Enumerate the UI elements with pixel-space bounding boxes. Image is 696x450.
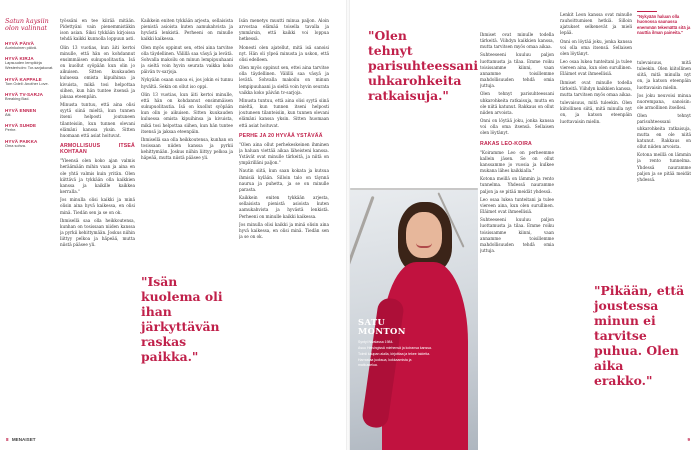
bio-line: Syntyi Nivalassa 1984. [358, 340, 394, 345]
sidebar-item [5, 139, 57, 149]
sidebar-item-text: Oma sohva. [5, 142, 26, 148]
left-column-1 [60, 18, 135, 423]
paragraph: Jos minulla olisi kaikki ja minä olisin aina hyvä kaikessa, en olisi minä. Tiedän sen ja se on ok. [60, 197, 135, 215]
sidebar-item-head: HYVÄ SUHDE [5, 123, 37, 129]
paragraph: Kaikkein eniten tykkään arjesta, sellaisista pienistä asioista kuten aamukahvista ja hyvästä lenkistä. Perheeni on minulle kaikki kaikessa. [239, 195, 329, 219]
paragraph: Ihmiset ovat minulle todella tärkeitä. Viihdyn kaikkien kanssa, mutta tarvitsen myös omaa aikaa. [560, 79, 632, 97]
person-smile [416, 243, 432, 248]
bio-line: Harrastaa juoksua, kokkaamista ja matkustelua. [358, 358, 412, 367]
right-column-3 [637, 60, 691, 275]
bio-name: SATU MONTON [358, 317, 406, 337]
paragraph: Olin 13 vuotias, kun äiti kertoi minulle, että hän on kohdannut ensimmäisen sukupuolitautia. Isä on kuollut syöpään kun olin jo aikuisen. Sitten kuukauden kuluessa omista kipuihinsa ja kivuista, mikä tosi helpottaa siihen, kun hän tuntee itsensä ja jaksaa eteenpäin. [60, 44, 135, 99]
paragraph: Ihmisellä saa olla heikkoutensa, kunhan on tosissaan niiden kanssa ja pyrkii kehittymään. Joskus niihin liittyy pelkoa ja häpeää, mutta niistä pääsee yli. [60, 217, 135, 248]
paragraph: Kaikkein eniten tykkään arjesta, sellaisista pienistä asioista kuten aamukahvista ja hyvästä lenkistä. Perheeni on minulle kaikki kaikessa. [141, 18, 233, 42]
sidebar-item-head: HYVÄ TV-SARJA [5, 92, 44, 98]
paragraph: Jos minulla olisi kaikki ja minä olisin aina hyvä kaikessa, en olisi minä. Tiedän sen ja se on ok. [239, 221, 329, 239]
right-column-2 [560, 12, 632, 274]
paragraph: Kotona meillä on lämmin ja rento tunnelma. Yhdessä nauramme paljon ja se pitää meidät yhdessä. [480, 176, 554, 194]
sidebar-item-text: Breaking Bad. [5, 96, 30, 102]
bio-box [358, 318, 432, 428]
sidebar-item [5, 123, 57, 133]
page-number: 8 [6, 437, 9, 442]
sidebar-item [5, 108, 57, 118]
right-column-1 [480, 32, 554, 440]
paragraph: Isän menetys muutti minua paljon. Aloin arvostaa elämää toisella tavalla ja ymmärsin, että kaikki voi loppua hetkessä. [239, 18, 329, 42]
sidebar-item-text: Tom Odell: Another Love. [5, 80, 49, 86]
sidebar-item-head: HYVÄ PÄIVÄ [5, 40, 35, 46]
paragraph: Lenkit Leon kanssa ovat minulle rauhoittumisen hetkiä. Silloin ajatukset selkenevät ja mieli lepää. [560, 12, 632, 36]
paragraph: "Koiramme Leo on perheemme kallein jäsen. Se on ollut kanssamme jo vuosia ja kulkee mukana lähes kaikkialla." [480, 149, 554, 174]
sidebar-item-head: HYVÄ PAIKKA [5, 138, 38, 144]
paragraph: Onni on löytää joku, jonka kanssa voi olla oma itsensä. Sellaisen olen löytänyt. [480, 118, 554, 136]
paragraph: Leo osaa lukea tunteitani ja tulee viereen aina, kun olen surullinen. Eläimet ovat ihmeellisiä. [480, 196, 554, 215]
page-footer-left [6, 437, 36, 442]
paragraph: Olin 13 vuotias, kun äiti kertoi minulle, että hän on kohdannut ensimmäisen sukupuolitautia. Isä on kuollut syöpään kun olin jo aikuisen. Sitten kuukauden kuluessa omista kipuihinsa ja kivuista, mikä tosi helpottaa siihen, kun hän tuntee itsensä ja jaksaa eteenpäin. [141, 91, 233, 134]
paragraph: Minusta tuntuu, että aina olisi syytä siinä mieltä, kun tunnen itseni helposti joutuneen tilanteisiin, kun tunnen olevani elämäni kanssa yksin. Sitten huomaan että asiat hoituvat. [60, 102, 135, 138]
subheading: ARMOLLISUUS ITSEÄ KOHTAAN [60, 142, 135, 156]
paragraph: Nykyään osaan sanoa ei, jos jokin ei tunnu hyvältä. Sekin on ollut iso oppi. [141, 77, 233, 89]
sidebar-item [5, 41, 57, 51]
quote-rule [637, 11, 657, 12]
sidebar-item [5, 77, 57, 87]
paragraph: Kotona meillä on lämmin ja rento tunnelma. Yhdessä nauramme paljon ja se pitää meidät yhdessä. [637, 152, 691, 182]
paragraph: Olen tehnyt parisuhteessani uhkarohkeita ratkaisuja, mutta en ole niitä katunut. Rakkaus on ollut niiden arvoista. [480, 91, 554, 115]
bio-line: Asuu Helsingissä miehensä ja koiransa kanssa. [358, 346, 432, 351]
pull-quote-bottom: "Pikään, että joustessa minun ei tarvitse puhua. Olen aika erakko." [594, 283, 685, 388]
subheading: PERHE JA 20 HYVÄÄ YSTÄVÄÄ [239, 132, 323, 139]
sidebar-favorites [5, 18, 57, 155]
paragraph: Leo osaa lukea tunteitani ja tulee viereen aina, kun olen surullinen. Eläimet ovat ihmeellisiä. [560, 59, 632, 77]
pull-quote-top: "Olen tehnyt parisuhteessani uhkarohkeita ratkaisuja." [368, 28, 479, 103]
bio-line: Toimii kaupan alalla, kirjoittaa ja tekee taidetta. [358, 352, 431, 357]
sidebar-item-text: Perhe. [5, 127, 17, 133]
subheading: RAKAS LEO-KOIRA [480, 140, 532, 147]
sidebar-item [5, 56, 57, 70]
sidebar-item-text: Aurinkoinen päivä. [5, 44, 38, 50]
branch-shape [350, 188, 478, 190]
paragraph: "Yleensä olen koko ajan valmis heräämään mihin vaan ja aina en ole yhtä valmis kuin yritän. Olen kiittävä ja tykkään olla kaikkien kanssa ja kaikille kaikkea kerralla." [60, 158, 135, 195]
paragraph: tulevaisuus, mitä tuleekin. Olen kiitollinen siitä, mitä minulla nyt on, ja katson eteenpäin luottavaisin mielin. [637, 60, 691, 90]
paragraph: tulevaisuus, mitä tuleekin. Olen kiitollinen siitä, mitä minulla nyt on, ja katson eteenpäin luottavaisin mielin. [560, 100, 632, 124]
paragraph: Nautin siitä, kun saan kokata ja kutsua ihmisiä kylään. Silloin talo on täynnä naurua ja puhetta, ja se on minulle parasta. [239, 168, 329, 192]
paragraph: Ihmisellä saa olla heikkoutensa, kunhan on tosissaan niiden kanssa ja pyrkii kehittymään. Joskus niihin liittyy pelkoa ja häpeää, mutta niistä pääsee yli. [141, 136, 233, 161]
sidebar-item-text: Äiti. [5, 111, 12, 117]
side-quote: "Nykyään haluan olla huonossa saunassa enemmän tekemättä sitä ja nauttia ilman paineita." [637, 14, 691, 36]
paragraph: Olen myös oppinut sen, ettei aina tarvitse olla täydellinen. Välillä saa väsyä ja levätä. Sohvalla makoilu on minun lempipuuhaani ja sieltä voin hyvin seurata vaikka koko päivän tv-sarjoja. [141, 44, 233, 75]
paragraph: Monesti olen ajatellut, mitä isä sanoisi nyt. Hän oli ylpeä minusta ja uskon, että olisi edelleen. [239, 44, 329, 62]
paragraph: Suhteeseeni kuuluu paljon luottamusta ja tilaa. Emme roiku toisissamme kiinni, vaan annamme toisillemme mahdollisuuden tehdä omia juttuja. [480, 217, 554, 253]
paragraph: työssäni en tee kiirää mitään. Pidettyäni vain pienemmistäkin ison asian. Siksi tykkään kirjoissa tehdä kaikki kunnolla loppuun asti. [60, 18, 135, 42]
paragraph: Suhteeseeni kuuluu paljon luottamusta ja tilaa. Emme roiku toisissamme kiinni, vaan annamme toisillemme mahdollisuuden tehdä omia juttuja. [480, 52, 554, 89]
left-column-2 [141, 18, 233, 268]
right-page [350, 0, 696, 450]
page-number-right: 9 [687, 437, 690, 442]
magazine-name: MENAISET [11, 437, 36, 442]
paragraph: Jos joku neuvoisi minua nuorempana, sanoisin: ole armollinen itsellesi. [637, 92, 691, 111]
paragraph: Minusta tuntuu, että aina olisi syytä siinä mieltä, kun tunnen itseni helposti joutuneen tilanteisiin, kun tunnen olevani elämäni kanssa yksin. Sitten huomaan että asiat hoituvat. [239, 97, 329, 128]
paragraph: Olen myös oppinut sen, ettei aina tarvitse olla täydellinen. Välillä saa väsyä ja levätä. Sohvalla makoilu on minun lempipuuhaani ja sieltä voin hyvin seurata vaikka koko päivän tv-sarjoja. [239, 65, 329, 95]
sidebar-title: Satun kaysiin olon valinnat [5, 17, 49, 33]
left-column-3 [239, 18, 329, 428]
sidebar-item-text: Lapsuuden lempikirja Westerholm: Tor-sarjakuvat. [5, 60, 54, 70]
paragraph: "Olen aina ollut perhekeskeinen ihminen ja haluan viettää aikaa läheisteni kanssa. Ystävät ovat minulle tärkeitä, ja niitä on ympärilläni paljon." [239, 141, 329, 166]
paragraph: Onni on löytää joku, jonka kanssa voi olla oma itsensä. Sellaisen olen löytänyt. [560, 38, 632, 56]
sidebar-item-head: HYVÄ KAPPALE [5, 76, 42, 82]
branch-shape [350, 196, 375, 272]
sidebar-item-head: HYVÄ KIRJA [5, 56, 34, 62]
sidebar-item [5, 92, 57, 102]
paragraph: Ihmiset ovat minulle todella tärkeitä. Viihdyn kaikkien kanssa, mutta tarvitsen myös omaa aikaa. [480, 32, 554, 50]
pull-quote-left: "Isän kuolema oli ihan järkyttävän raskas paikka." [141, 274, 223, 364]
sidebar-item-head: HYVÄ ENNEN [5, 107, 37, 113]
person-face [406, 212, 442, 258]
paragraph: Olen tehnyt parisuhteessani uhkarohkeita ratkaisuja, mutta en ole niitä katunut. Rakkaus on ollut niiden arvoista. [637, 113, 691, 150]
